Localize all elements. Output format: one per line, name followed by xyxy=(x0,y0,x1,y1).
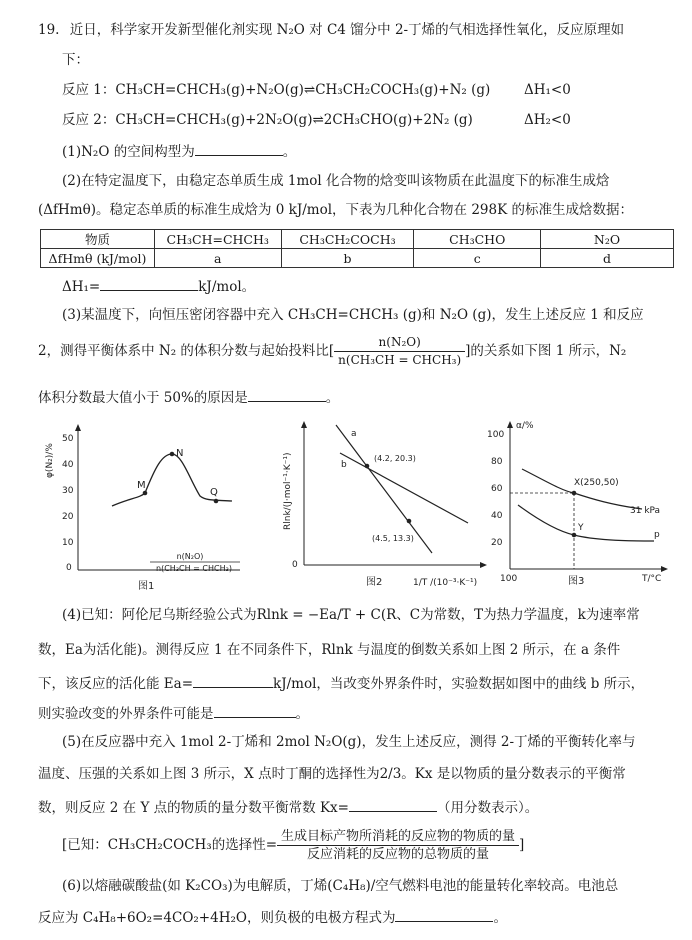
fig3-label-x: X(250,50) xyxy=(574,478,619,488)
fig3-caption: 图3 xyxy=(568,576,585,587)
reaction-2-equation: 反应 2：CH₃CH=CHCH₃(g)+2N₂O(g)⇌2CH₃CHO(g)+2N₂ (g) xyxy=(62,112,473,128)
fig1-ytick: 20 xyxy=(62,512,74,522)
table-row xyxy=(41,249,674,268)
fraction-denominator: 反应消耗的反应物的总物质的量 xyxy=(307,847,490,862)
fraction-numerator: n(N₂O) xyxy=(334,334,465,352)
fig3-y-label: α/% xyxy=(516,421,534,431)
fig2-point-2-label: (4.5, 13.3) xyxy=(372,534,414,543)
reaction-2 xyxy=(62,110,670,130)
fig2-x-label: 1/T /(10⁻³·K⁻¹) xyxy=(413,578,478,588)
reaction-2-enthalpy: ΔH₂<0 xyxy=(524,112,571,128)
part-2-line-1: (2)在特定温度下，由稳定态单质生成 1mol 化合物的焓变叫该物质在此温度下的标准生成焓 xyxy=(62,173,610,189)
reaction-1 xyxy=(62,80,670,100)
fig1-point-q xyxy=(214,499,219,504)
answer-blank-3[interactable] xyxy=(248,386,326,402)
fig3-x-label: T/°C xyxy=(642,574,662,584)
part-3-line-2 xyxy=(38,332,670,370)
table-header-cell: N₂O xyxy=(541,230,674,249)
part-4-line-4 xyxy=(38,702,670,724)
fraction-numerator: 生成目标产物所消耗的反应物的物质的量 xyxy=(277,828,519,846)
part-4-line-2: 数，Ea为活化能)。测得反应 1 在不同条件下，Rlnk 与温度的倒数关系如上图 2 所示，在 a 条件 xyxy=(38,642,621,658)
fig1-point-m xyxy=(143,491,148,496)
part-4-line-3 xyxy=(38,672,670,694)
fig1-label-q: Q xyxy=(210,487,218,498)
selectivity-fraction xyxy=(277,828,519,863)
part-2-line-2: (ΔfHmθ)。稳定态单质的标准生成焓为 0 kJ/mol，下表为几种化合物在 298K 的标准生成焓数据： xyxy=(38,202,633,218)
table-header-cell: CH₃CH₂COCH₃ xyxy=(281,230,414,249)
table-header-row xyxy=(41,230,674,249)
fig2-origin-label: 0 xyxy=(292,560,298,570)
part-4-text: 下，该反应的活化能 Ea= xyxy=(38,676,194,692)
fig3-label-y: Y xyxy=(578,523,584,533)
fig1-ytick: 50 xyxy=(62,434,74,444)
fig2-label-b: b xyxy=(341,460,347,470)
part-6-end: 。 xyxy=(493,910,507,926)
selectivity-label: [已知：CH₃CH₂COCH₃的选择性= xyxy=(62,837,278,853)
fig3-ytick: 20 xyxy=(491,538,503,548)
fig3-label-31kpa: 31 kPa xyxy=(630,506,661,516)
part-3-end: 。 xyxy=(325,390,340,406)
fig3-curve-31kpa xyxy=(522,469,642,509)
reaction-1-equation: 反应 1：CH₃CH=CHCH₃(g)+N₂O(g)⇌CH₃CH₂COCH₃(g)+N₂ (g) xyxy=(62,82,491,98)
fig3-ytick: 80 xyxy=(491,457,503,467)
part-1-text: (1)N₂O 的空间构型为 xyxy=(62,144,195,160)
table-header-cell: 物质 xyxy=(41,230,155,249)
fig2-caption: 图2 xyxy=(366,577,383,588)
fig1-ytick: 30 xyxy=(62,486,74,496)
fig1-ytick: 40 xyxy=(62,460,74,470)
fig3-x-arrow xyxy=(661,566,668,572)
fig2-point-1-label: (4.2, 20.3) xyxy=(374,454,416,463)
part-5-line-3 xyxy=(38,796,670,818)
table-cell: a xyxy=(154,249,281,268)
fig3-label-p: p xyxy=(654,530,660,540)
answer-blank-4b[interactable] xyxy=(214,702,296,718)
part-5-text: 数，则反应 2 在 Y 点的物质的量分数平衡常数 Kx= xyxy=(38,800,349,816)
fig1-curve xyxy=(112,454,232,506)
answer-blank-1[interactable] xyxy=(195,140,283,156)
enthalpy-table xyxy=(40,229,674,268)
part-1-end: 。 xyxy=(282,144,297,160)
dh1-unit: kJ/mol。 xyxy=(198,279,256,295)
figure-1 xyxy=(40,418,246,598)
fig3-point-x xyxy=(572,491,577,496)
fig1-point-n xyxy=(170,452,175,457)
part-5-line-2: 温度、压强的关系如上图 3 所示，X 点时丁酮的选择性为2/3。Kx 是以物质的量分数表示的平衡常 xyxy=(38,766,626,782)
fig2-label-a: a xyxy=(351,429,357,439)
answer-blank-4a[interactable] xyxy=(193,672,273,688)
table-cell: d xyxy=(541,249,674,268)
fraction-denominator: n(CH₃CH = CHCH₃) xyxy=(338,353,462,367)
intro-text: 近日，科学家开发新型催化剂实现 N₂O 对 C4 馏分中 2-丁烯的气相选择性氧化，反应原理如 xyxy=(69,22,625,38)
table-header-cell: CH₃CHO xyxy=(414,230,541,249)
part-3-line-3 xyxy=(38,386,670,408)
fig3-ytick: 60 xyxy=(491,484,503,494)
answer-blank-6[interactable] xyxy=(395,906,493,922)
table-cell: b xyxy=(281,249,414,268)
part-3-text-end: ]的关系如下图 1 所示，N₂ xyxy=(465,343,627,359)
dh1-label: ΔH₁= xyxy=(62,279,101,295)
fig3-xtick-start: 100 xyxy=(500,574,518,584)
table-cell: ΔfHmθ (kJ/mol) xyxy=(41,249,155,268)
part-6-line-1: (6)以熔融碳酸盐(如 K₂CO₃)为电解质，丁烯(C₄H₈)/空气燃料电池的能量转化率较高。电池总 xyxy=(62,878,619,894)
fig1-origin-label: 0 xyxy=(66,563,72,573)
part-6-line-2 xyxy=(38,906,670,928)
reaction-1-enthalpy: ΔH₁<0 xyxy=(524,82,571,98)
dh1-answer-line xyxy=(62,275,670,297)
fig1-label-m: M xyxy=(137,480,146,491)
table-header-cell: CH₃CH=CHCH₃ xyxy=(154,230,281,249)
part-3-text: 2，测得平衡体系中 N₂ 的体积分数与起始投料比[ xyxy=(38,343,335,359)
feed-ratio-fraction xyxy=(334,334,465,369)
part-4-question: 则实验改变的外界条件可能是 xyxy=(38,706,214,722)
part-3-line-1: (3)某温度下，向恒压密闭容器中充入 CH₃CH=CHCH₃ (g)和 N₂O (g)，发生上述反应 1 和反应 xyxy=(62,307,644,323)
figure-2 xyxy=(268,415,490,599)
part-3-question: 体积分数最大值小于 50%的原因是 xyxy=(38,390,248,406)
figure-3 xyxy=(482,413,678,599)
fig1-x-label-den: n(CH₃CH = CHCH₃) xyxy=(156,564,232,573)
part-6-text: 反应为 C₄H₈+6O₂=4CO₂+4H₂O，则负极的电极方程式为 xyxy=(38,910,396,926)
fig2-y-label: Rlnk/(J·mol⁻¹·K⁻¹) xyxy=(283,452,293,530)
fig1-x-label-num: n(N₂O) xyxy=(176,552,204,561)
fig2-point-1 xyxy=(365,464,370,469)
table-cell: c xyxy=(414,249,541,268)
fig1-y-label: φ(N₂)/% xyxy=(45,443,55,478)
fig3-point-y xyxy=(572,533,577,538)
part-4-text-cont: kJ/mol，当改变外界条件时，实验数据如图中的曲线 b 所示， xyxy=(273,676,645,692)
part-4-line-1: (4)已知：阿伦尼乌斯经验公式为Rlnk = −Ea/T + C(R、C为常数，T为热力学温度，k为速率常 xyxy=(62,607,640,623)
fig1-label-n: N xyxy=(176,448,184,459)
part-5-line-1: (5)在反应器中充入 1mol 2-丁烯和 2mol N₂O(g)，发生上述反应，测得 2-丁烯的平衡转化率与 xyxy=(62,734,636,750)
fig2-y-arrow xyxy=(301,421,307,428)
fig3-ytick: 100 xyxy=(487,430,505,440)
answer-blank-dh1[interactable] xyxy=(100,275,198,291)
fig2-line-b xyxy=(340,453,468,523)
fig1-y-arrow xyxy=(75,424,81,431)
intro-line-2: 下： xyxy=(62,52,89,68)
fig1-ytick: 10 xyxy=(62,538,74,548)
part-5-text-end: （用分数表示）。 xyxy=(436,800,539,816)
part-4-end: 。 xyxy=(295,706,309,722)
answer-blank-5[interactable] xyxy=(349,796,437,812)
fig3-y-arrow xyxy=(507,421,513,428)
intro-line-1 xyxy=(38,20,670,40)
question-number: 19. xyxy=(38,22,60,38)
fig3-ytick: 40 xyxy=(491,511,503,521)
part-1 xyxy=(62,140,670,162)
fig2-point-2 xyxy=(407,519,412,524)
selectivity-bracket: ] xyxy=(519,837,525,853)
fig1-caption: 图1 xyxy=(138,581,155,592)
selectivity-definition xyxy=(62,826,670,864)
